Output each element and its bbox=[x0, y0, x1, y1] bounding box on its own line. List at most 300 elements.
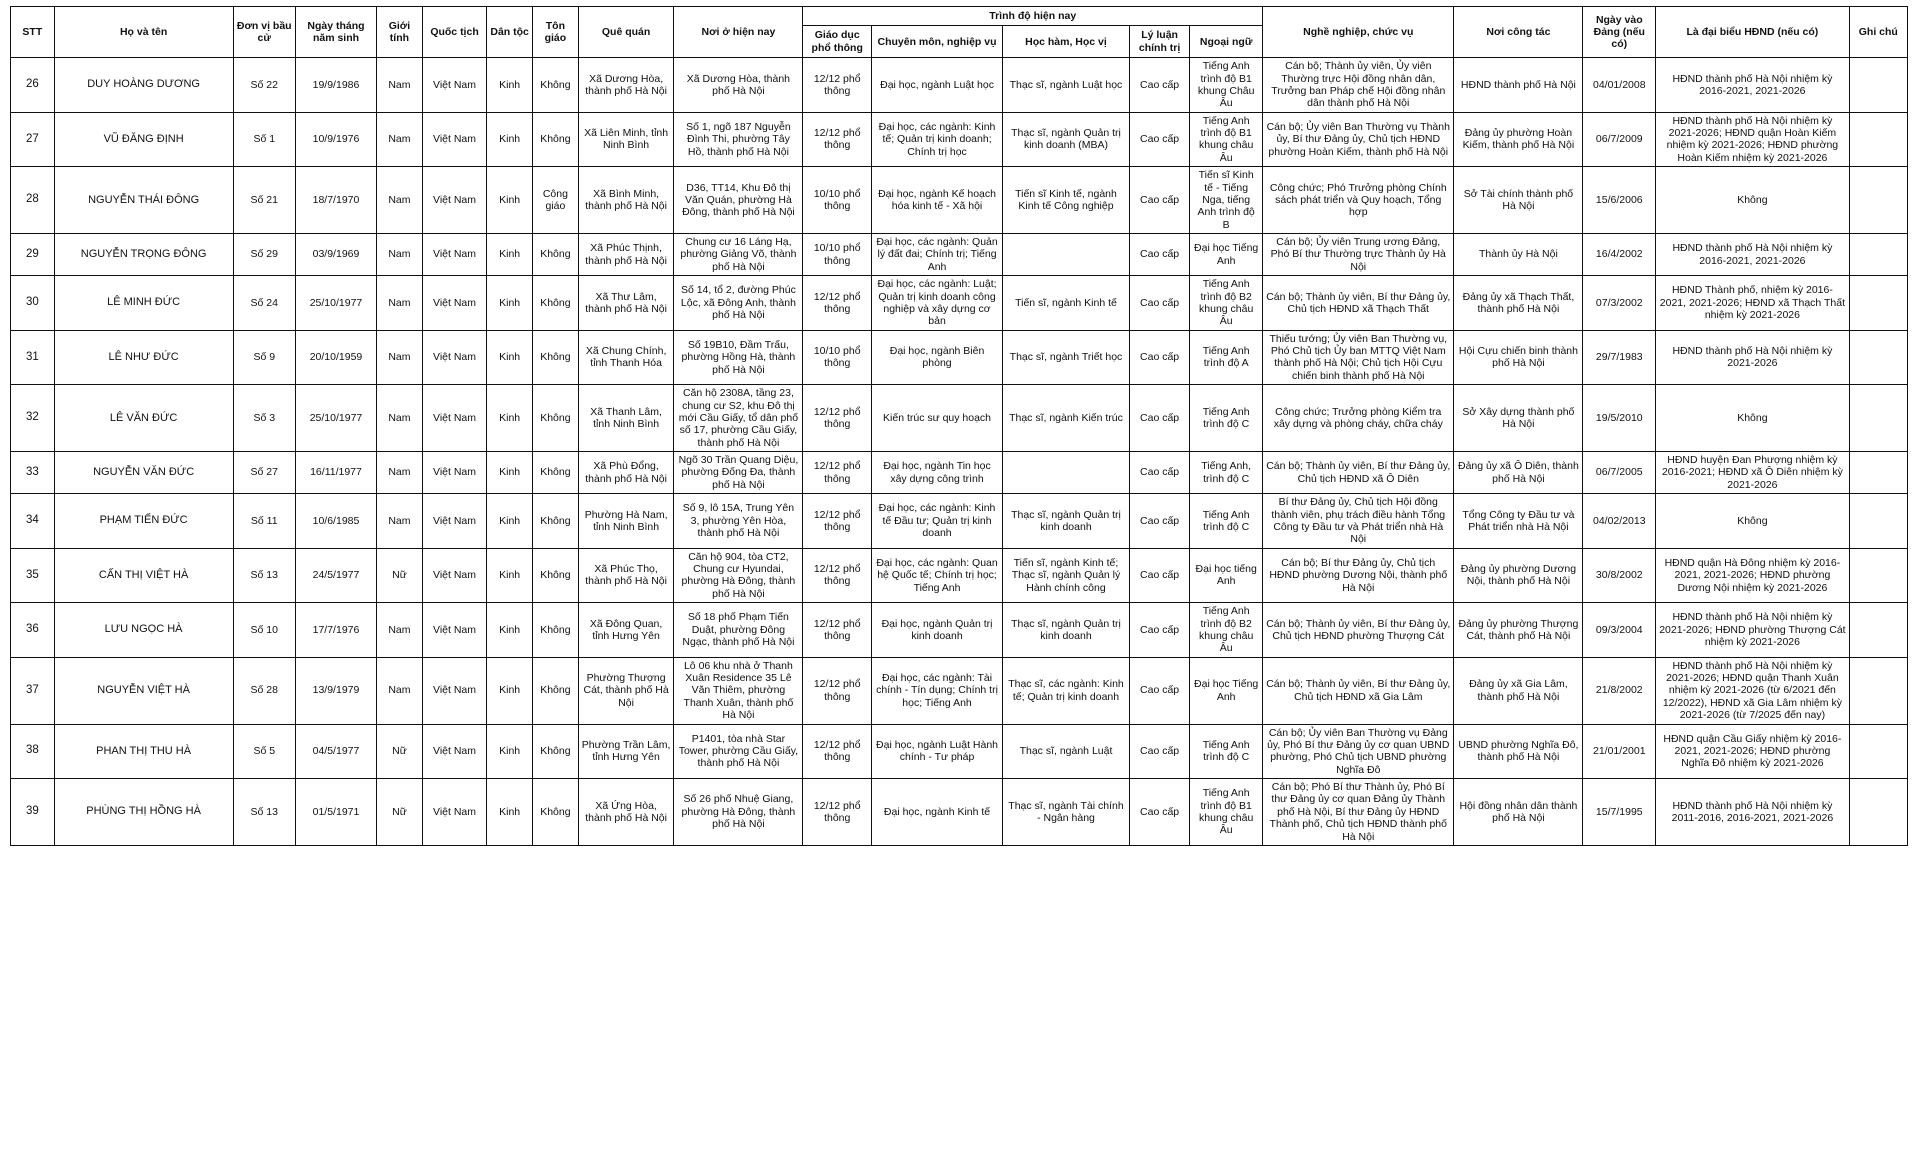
cell-ethnicity: Kinh bbox=[487, 548, 533, 603]
cell-nationality: Việt Nam bbox=[422, 385, 486, 452]
cell-address: Chung cư 16 Láng Hạ, phường Giảng Võ, thành phố Hà Nội bbox=[674, 234, 803, 276]
cell-hometown: Xã Thư Lâm, thành phố Hà Nội bbox=[578, 276, 674, 331]
cell-religion: Không bbox=[533, 234, 579, 276]
cell-profession: Kiến trúc sư quy hoạch bbox=[872, 385, 1003, 452]
cell-nationality: Việt Nam bbox=[422, 452, 486, 494]
cell-hometown: Xã Phúc Thọ, thành phố Hà Nội bbox=[578, 548, 674, 603]
cell-stt: 27 bbox=[11, 112, 55, 167]
cell-sex: Nam bbox=[377, 452, 423, 494]
cell-language: Tiếng Anh trình độ A bbox=[1190, 330, 1263, 385]
cell-sex: Nam bbox=[377, 603, 423, 658]
cell-dob: 03/9/1969 bbox=[295, 234, 376, 276]
cell-party-date: 21/8/2002 bbox=[1583, 657, 1656, 724]
cell-hometown: Xã Phúc Thịnh, thành phố Hà Nội bbox=[578, 234, 674, 276]
cell-education: 12/12 phổ thông bbox=[803, 276, 872, 331]
cell-note bbox=[1849, 276, 1907, 331]
cell-stt: 33 bbox=[11, 452, 55, 494]
cell-hometown: Phường Trần Lâm, tỉnh Hưng Yên bbox=[578, 724, 674, 779]
cell-deputy: HĐND quận Cầu Giấy nhiệm kỳ 2016-2021, 2021-2026; HĐND phường Nghĩa Đô nhiệm kỳ 2021-2026 bbox=[1656, 724, 1849, 779]
cell-name: DUY HOÀNG DƯƠNG bbox=[54, 58, 233, 113]
cell-ethnicity: Kinh bbox=[487, 58, 533, 113]
table-body bbox=[11, 58, 1908, 846]
cell-job: Cán bộ; Ủy viên Ban Thường vụ Đảng ủy, Phó Bí thư Đảng ủy cơ quan UBND phường, Phó Chủ tịch UBND phường Nghĩa Đô bbox=[1263, 724, 1454, 779]
cell-address: Số 26 phố Nhuệ Giang, phường Hà Đông, thành phố Hà Nội bbox=[674, 779, 803, 846]
cell-note bbox=[1849, 779, 1907, 846]
cell-job: Cán bộ; Thành ủy viên, Ủy viên Thường trực Hội đồng nhân dân, Trưởng ban Pháp chế Hội đồng nhân dân thành phố Hà Nội bbox=[1263, 58, 1454, 113]
cell-sex: Nam bbox=[377, 330, 423, 385]
cell-religion: Không bbox=[533, 603, 579, 658]
cell-language: Tiếng Anh trình độ C bbox=[1190, 385, 1263, 452]
cell-academic: Thạc sĩ, ngành Quản trị kinh doanh bbox=[1003, 603, 1130, 658]
cell-workplace: Tổng Công ty Đầu tư và Phát triển nhà Hà Nội bbox=[1454, 494, 1583, 549]
cell-language: Tiếng Anh trình độ B2 khung châu Âu bbox=[1190, 603, 1263, 658]
cell-name: CẤN THỊ VIỆT HÀ bbox=[54, 548, 233, 603]
cell-job: Bí thư Đảng ủy, Chủ tịch Hội đồng thành viên, phụ trách điều hành Tổng Công ty Đầu tư và Phát triển nhà Hà Nội bbox=[1263, 494, 1454, 549]
cell-workplace: Đảng ủy xã Ô Diên, thành phố Hà Nội bbox=[1454, 452, 1583, 494]
cell-sex: Nam bbox=[377, 385, 423, 452]
cell-job: Cán bộ; Thành ủy viên, Bí thư Đảng ủy, Chủ tịch HĐND xã Thạch Thất bbox=[1263, 276, 1454, 331]
cell-ethnicity: Kinh bbox=[487, 167, 533, 234]
cell-education: 10/10 phổ thông bbox=[803, 234, 872, 276]
cell-job: Cán bộ; Thành ủy viên, Bí thư Đảng ủy, Chủ tịch HĐND xã Gia Lâm bbox=[1263, 657, 1454, 724]
cell-name: LƯU NGỌC HÀ bbox=[54, 603, 233, 658]
column-header-deputy: Là đại biểu HĐND (nếu có) bbox=[1656, 7, 1849, 58]
column-header-profession: Chuyên môn, nghiệp vụ bbox=[872, 26, 1003, 58]
cell-dob: 25/10/1977 bbox=[295, 385, 376, 452]
cell-unit: Số 13 bbox=[233, 779, 295, 846]
cell-party-date: 29/7/1983 bbox=[1583, 330, 1656, 385]
cell-profession: Đại học, các ngành: Quan hệ Quốc tế; Chính trị học; Tiếng Anh bbox=[872, 548, 1003, 603]
cell-nationality: Việt Nam bbox=[422, 657, 486, 724]
cell-sex: Nam bbox=[377, 112, 423, 167]
cell-nationality: Việt Nam bbox=[422, 112, 486, 167]
cell-deputy: HĐND thành phố Hà Nội nhiệm kỳ 2021-2026; HĐND phường Thượng Cát nhiệm kỳ 2021-2026 bbox=[1656, 603, 1849, 658]
cell-name: PHẠM TIẾN ĐỨC bbox=[54, 494, 233, 549]
cell-education: 12/12 phổ thông bbox=[803, 58, 872, 113]
cell-dob: 10/9/1976 bbox=[295, 112, 376, 167]
cell-deputy: HĐND thành phố Hà Nội nhiệm kỳ 2016-2021, 2021-2026 bbox=[1656, 234, 1849, 276]
cell-address: Lô 06 khu nhà ở Thanh Xuân Residence 35 Lê Văn Thiêm, phường Thanh Xuân, thành phố Hà Nội bbox=[674, 657, 803, 724]
table-row bbox=[11, 494, 1908, 549]
column-header-nationality: Quốc tịch bbox=[422, 7, 486, 58]
cell-unit: Số 10 bbox=[233, 603, 295, 658]
cell-academic bbox=[1003, 452, 1130, 494]
cell-name: NGUYỄN VĂN ĐỨC bbox=[54, 452, 233, 494]
cell-deputy: Không bbox=[1656, 385, 1849, 452]
column-header-workplace: Nơi công tác bbox=[1454, 7, 1583, 58]
cell-religion: Không bbox=[533, 276, 579, 331]
column-header-stt: STT bbox=[11, 7, 55, 58]
cell-academic: Tiến sĩ Kinh tế, ngành Kinh tế Công nghiệp bbox=[1003, 167, 1130, 234]
cell-academic: Tiến sĩ, ngành Kinh tế bbox=[1003, 276, 1130, 331]
cell-religion: Không bbox=[533, 779, 579, 846]
cell-unit: Số 24 bbox=[233, 276, 295, 331]
cell-academic bbox=[1003, 234, 1130, 276]
cell-hometown: Xã Đông Quan, tỉnh Hưng Yên bbox=[578, 603, 674, 658]
table-row bbox=[11, 167, 1908, 234]
cell-hometown: Xã Liên Minh, tỉnh Ninh Bình bbox=[578, 112, 674, 167]
cell-note bbox=[1849, 234, 1907, 276]
column-header-ethnicity: Dân tộc bbox=[487, 7, 533, 58]
cell-party-date: 16/4/2002 bbox=[1583, 234, 1656, 276]
cell-ethnicity: Kinh bbox=[487, 657, 533, 724]
cell-politics: Cao cấp bbox=[1129, 276, 1189, 331]
cell-language: Tiếng Anh trình độ C bbox=[1190, 494, 1263, 549]
table-row bbox=[11, 276, 1908, 331]
cell-education: 12/12 phổ thông bbox=[803, 494, 872, 549]
cell-nationality: Việt Nam bbox=[422, 330, 486, 385]
cell-party-date: 06/7/2005 bbox=[1583, 452, 1656, 494]
cell-politics: Cao cấp bbox=[1129, 112, 1189, 167]
cell-stt: 34 bbox=[11, 494, 55, 549]
cell-ethnicity: Kinh bbox=[487, 276, 533, 331]
cell-workplace: Đảng ủy xã Thạch Thất, thành phố Hà Nội bbox=[1454, 276, 1583, 331]
cell-academic: Thạc sĩ, ngành Luật học bbox=[1003, 58, 1130, 113]
cell-religion: Không bbox=[533, 58, 579, 113]
cell-nationality: Việt Nam bbox=[422, 724, 486, 779]
cell-deputy: Không bbox=[1656, 167, 1849, 234]
cell-name: PHAN THỊ THU HÀ bbox=[54, 724, 233, 779]
cell-academic: Thạc sĩ, ngành Triết học bbox=[1003, 330, 1130, 385]
cell-academic: Thạc sĩ, ngành Luật bbox=[1003, 724, 1130, 779]
cell-name: PHÙNG THỊ HỒNG HÀ bbox=[54, 779, 233, 846]
cell-stt: 38 bbox=[11, 724, 55, 779]
cell-dob: 18/7/1970 bbox=[295, 167, 376, 234]
table-row bbox=[11, 779, 1908, 846]
cell-party-date: 21/01/2001 bbox=[1583, 724, 1656, 779]
cell-workplace: Đảng ủy phường Hoàn Kiếm, thành phố Hà Nội bbox=[1454, 112, 1583, 167]
cell-job: Cán bộ; Bí thư Đảng ủy, Chủ tịch HĐND phường Dương Nội, thành phố Hà Nội bbox=[1263, 548, 1454, 603]
cell-note bbox=[1849, 112, 1907, 167]
cell-religion: Không bbox=[533, 112, 579, 167]
cell-stt: 28 bbox=[11, 167, 55, 234]
cell-party-date: 07/3/2002 bbox=[1583, 276, 1656, 331]
cell-politics: Cao cấp bbox=[1129, 494, 1189, 549]
cell-language: Tiếng Anh trình độ B1 khung Châu Âu bbox=[1190, 58, 1263, 113]
cell-religion: Không bbox=[533, 452, 579, 494]
cell-stt: 35 bbox=[11, 548, 55, 603]
cell-unit: Số 11 bbox=[233, 494, 295, 549]
cell-note bbox=[1849, 548, 1907, 603]
cell-education: 12/12 phổ thông bbox=[803, 603, 872, 658]
cell-dob: 04/5/1977 bbox=[295, 724, 376, 779]
cell-religion: Không bbox=[533, 494, 579, 549]
cell-academic: Thạc sĩ, ngành Tài chính - Ngân hàng bbox=[1003, 779, 1130, 846]
cell-note bbox=[1849, 58, 1907, 113]
cell-workplace: Sở Xây dựng thành phố Hà Nội bbox=[1454, 385, 1583, 452]
cell-unit: Số 13 bbox=[233, 548, 295, 603]
cell-dob: 25/10/1977 bbox=[295, 276, 376, 331]
cell-dob: 24/5/1977 bbox=[295, 548, 376, 603]
column-header-note: Ghi chú bbox=[1849, 7, 1907, 58]
column-header-name: Họ và tên bbox=[54, 7, 233, 58]
cell-nationality: Việt Nam bbox=[422, 548, 486, 603]
cell-sex: Nam bbox=[377, 276, 423, 331]
cell-religion: Công giáo bbox=[533, 167, 579, 234]
cell-hometown: Xã Chung Chính, tỉnh Thanh Hóa bbox=[578, 330, 674, 385]
table-header bbox=[11, 7, 1908, 58]
column-header-politics: Lý luận chính trị bbox=[1129, 26, 1189, 58]
cell-dob: 01/5/1971 bbox=[295, 779, 376, 846]
cell-party-date: 15/6/2006 bbox=[1583, 167, 1656, 234]
cell-ethnicity: Kinh bbox=[487, 385, 533, 452]
cell-address: Căn hộ 904, tòa CT2, Chung cư Hyundai, phường Hà Đông, thành phố Hà Nội bbox=[674, 548, 803, 603]
cell-deputy: HĐND thành phố Hà Nội nhiệm kỳ 2016-2021, 2021-2026 bbox=[1656, 58, 1849, 113]
cell-language: Đại học Tiếng Anh bbox=[1190, 657, 1263, 724]
cell-academic: Thạc sĩ, ngành Kiến trúc bbox=[1003, 385, 1130, 452]
cell-workplace: Hội đồng nhân dân thành phố Hà Nội bbox=[1454, 779, 1583, 846]
cell-deputy: HĐND thành phố Hà Nội nhiệm kỳ 2011-2016, 2016-2021, 2021-2026 bbox=[1656, 779, 1849, 846]
cell-ethnicity: Kinh bbox=[487, 724, 533, 779]
cell-address: P1401, tòa nhà Star Tower, phường Cầu Giấy, thành phố Hà Nội bbox=[674, 724, 803, 779]
cell-stt: 29 bbox=[11, 234, 55, 276]
cell-politics: Cao cấp bbox=[1129, 234, 1189, 276]
cell-note bbox=[1849, 494, 1907, 549]
cell-note bbox=[1849, 603, 1907, 658]
cell-politics: Cao cấp bbox=[1129, 779, 1189, 846]
cell-party-date: 04/02/2013 bbox=[1583, 494, 1656, 549]
cell-address: Số 14, tổ 2, đường Phúc Lộc, xã Đông Anh, thành phố Hà Nội bbox=[674, 276, 803, 331]
cell-deputy: HĐND thành phố Hà Nội nhiệm kỳ 2021-2026; HĐND quận Thanh Xuân nhiệm kỳ 2021-2026 (từ 6/2021 đến 12/2022), HĐND xã Gia Lâm nhiệm kỳ 2021-2026 (từ 7/2025 đến nay) bbox=[1656, 657, 1849, 724]
cell-workplace: Đảng ủy phường Dương Nội, thành phố Hà Nội bbox=[1454, 548, 1583, 603]
cell-note bbox=[1849, 330, 1907, 385]
cell-ethnicity: Kinh bbox=[487, 494, 533, 549]
column-header-academic: Học hàm, Học vị bbox=[1003, 26, 1130, 58]
cell-deputy: Không bbox=[1656, 494, 1849, 549]
cell-hometown: Xã Ứng Hòa, thành phố Hà Nội bbox=[578, 779, 674, 846]
cell-education: 12/12 phổ thông bbox=[803, 548, 872, 603]
column-header-education: Giáo dục phổ thông bbox=[803, 26, 872, 58]
table-row bbox=[11, 58, 1908, 113]
column-header-language: Ngoại ngữ bbox=[1190, 26, 1263, 58]
column-header-unit: Đơn vị bầu cử bbox=[233, 7, 295, 58]
cell-ethnicity: Kinh bbox=[487, 603, 533, 658]
cell-religion: Không bbox=[533, 385, 579, 452]
cell-name: LÊ NHƯ ĐỨC bbox=[54, 330, 233, 385]
cell-stt: 37 bbox=[11, 657, 55, 724]
cell-language: Đại học tiếng Anh bbox=[1190, 548, 1263, 603]
cell-sex: Nam bbox=[377, 657, 423, 724]
cell-hometown: Xã Thanh Lâm, tỉnh Ninh Bình bbox=[578, 385, 674, 452]
table-row bbox=[11, 112, 1908, 167]
cell-address: Số 1, ngõ 187 Nguyễn Đình Thi, phường Tây Hồ, thành phố Hà Nội bbox=[674, 112, 803, 167]
cell-ethnicity: Kinh bbox=[487, 330, 533, 385]
cell-stt: 36 bbox=[11, 603, 55, 658]
column-header-hometown: Quê quán bbox=[578, 7, 674, 58]
cell-job: Cán bộ; Ủy viên Trung ương Đảng, Phó Bí thư Thường trực Thành ủy Hà Nội bbox=[1263, 234, 1454, 276]
cell-sex: Nữ bbox=[377, 724, 423, 779]
cell-education: 12/12 phổ thông bbox=[803, 779, 872, 846]
cell-job: Công chức; Phó Trưởng phòng Chính sách phát triển và Quy hoạch, Tổng hợp bbox=[1263, 167, 1454, 234]
cell-unit: Số 28 bbox=[233, 657, 295, 724]
cell-note bbox=[1849, 724, 1907, 779]
cell-hometown: Phường Hà Nam, tỉnh Ninh Bình bbox=[578, 494, 674, 549]
cell-education: 12/12 phổ thông bbox=[803, 724, 872, 779]
cell-workplace: Sở Tài chính thành phố Hà Nội bbox=[1454, 167, 1583, 234]
cell-address: Xã Dương Hòa, thành phố Hà Nội bbox=[674, 58, 803, 113]
cell-profession: Đại học, ngành Kinh tế bbox=[872, 779, 1003, 846]
cell-politics: Cao cấp bbox=[1129, 548, 1189, 603]
cell-address: Số 19B10, Đầm Trấu, phường Hồng Hà, thành phố Hà Nội bbox=[674, 330, 803, 385]
cell-name: VŨ ĐĂNG ĐỊNH bbox=[54, 112, 233, 167]
cell-nationality: Việt Nam bbox=[422, 276, 486, 331]
cell-unit: Số 5 bbox=[233, 724, 295, 779]
cell-unit: Số 3 bbox=[233, 385, 295, 452]
cell-deputy: HĐND quận Hà Đông nhiệm kỳ 2016-2021, 2021-2026; HĐND phường Dương Nội nhiệm kỳ 2021-2026 bbox=[1656, 548, 1849, 603]
cell-name: LÊ VĂN ĐỨC bbox=[54, 385, 233, 452]
cell-note bbox=[1849, 385, 1907, 452]
cell-profession: Đại học, ngành Biên phòng bbox=[872, 330, 1003, 385]
cell-unit: Số 29 bbox=[233, 234, 295, 276]
cell-hometown: Xã Bình Minh, thành phố Hà Nội bbox=[578, 167, 674, 234]
cell-profession: Đại học, các ngành: Luật; Quản trị kinh doanh công nghiệp và xây dựng cơ bản bbox=[872, 276, 1003, 331]
cell-address: Ngõ 30 Trần Quang Diệu, phường Đống Đa, thành phố Hà Nội bbox=[674, 452, 803, 494]
cell-note bbox=[1849, 167, 1907, 234]
header-row-top bbox=[11, 7, 1908, 26]
table-row bbox=[11, 724, 1908, 779]
cell-sex: Nữ bbox=[377, 548, 423, 603]
table-row bbox=[11, 657, 1908, 724]
cell-ethnicity: Kinh bbox=[487, 234, 533, 276]
cell-job: Thiếu tướng; Ủy viên Ban Thường vụ, Phó Chủ tịch Ủy ban MTTQ Việt Nam thành phố Hà Nội; Chủ tịch Hội Cựu chiến binh thành phố Hà Nội bbox=[1263, 330, 1454, 385]
cell-profession: Đại học, ngành Tin học xây dựng công trình bbox=[872, 452, 1003, 494]
table-row bbox=[11, 330, 1908, 385]
cell-job: Công chức; Trưởng phòng Kiểm tra xây dựng và phòng cháy, chữa cháy bbox=[1263, 385, 1454, 452]
cell-party-date: 06/7/2009 bbox=[1583, 112, 1656, 167]
cell-nationality: Việt Nam bbox=[422, 779, 486, 846]
cell-politics: Cao cấp bbox=[1129, 330, 1189, 385]
cell-sex: Nam bbox=[377, 234, 423, 276]
cell-education: 10/10 phổ thông bbox=[803, 167, 872, 234]
cell-dob: 20/10/1959 bbox=[295, 330, 376, 385]
cell-education: 12/12 phổ thông bbox=[803, 112, 872, 167]
column-group-header-education-level: Trình độ hiện nay bbox=[803, 7, 1263, 26]
cell-stt: 26 bbox=[11, 58, 55, 113]
cell-profession: Đại học, ngành Quản trị kinh doanh bbox=[872, 603, 1003, 658]
cell-sex: Nữ bbox=[377, 779, 423, 846]
cell-note bbox=[1849, 452, 1907, 494]
cell-workplace: Hội Cựu chiến binh thành phố Hà Nội bbox=[1454, 330, 1583, 385]
column-header-job: Nghề nghiệp, chức vụ bbox=[1263, 7, 1454, 58]
cell-profession: Đại học, ngành Kế hoạch hóa kinh tế - Xã hội bbox=[872, 167, 1003, 234]
cell-unit: Số 1 bbox=[233, 112, 295, 167]
cell-language: Tiếng Anh, trình độ C bbox=[1190, 452, 1263, 494]
cell-nationality: Việt Nam bbox=[422, 234, 486, 276]
cell-address: Căn hộ 2308A, tầng 23, chung cư S2, khu Đô thị mới Cầu Giấy, tổ dân phố số 17, phường Cầu Giấy, thành phố Hà Nội bbox=[674, 385, 803, 452]
cell-religion: Không bbox=[533, 724, 579, 779]
table-row bbox=[11, 452, 1908, 494]
cell-stt: 31 bbox=[11, 330, 55, 385]
cell-language: Tiến sĩ Kinh tế - Tiếng Nga, tiếng Anh trình độ B bbox=[1190, 167, 1263, 234]
cell-dob: 17/7/1976 bbox=[295, 603, 376, 658]
cell-ethnicity: Kinh bbox=[487, 112, 533, 167]
cell-profession: Đại học, các ngành: Kinh tế Đầu tư; Quản trị kinh doanh bbox=[872, 494, 1003, 549]
cell-academic: Tiến sĩ, ngành Kinh tế; Thạc sĩ, ngành Quản lý Hành chính công bbox=[1003, 548, 1130, 603]
cell-name: NGUYỄN VIỆT HÀ bbox=[54, 657, 233, 724]
column-header-party-date: Ngày vào Đảng (nếu có) bbox=[1583, 7, 1656, 58]
cell-sex: Nam bbox=[377, 58, 423, 113]
cell-education: 12/12 phổ thông bbox=[803, 657, 872, 724]
cell-party-date: 15/7/1995 bbox=[1583, 779, 1656, 846]
cell-job: Cán bộ; Phó Bí thư Thành ủy, Phó Bí thư Đảng ủy cơ quan Đảng ủy Thành phố Hà Nội, Bí thư Đảng ủy HĐND Thành phố, Chủ tịch HĐND thành phố Hà Nội bbox=[1263, 779, 1454, 846]
cell-profession: Đại học, các ngành: Kinh tế; Quản trị kinh doanh; Chính trị học bbox=[872, 112, 1003, 167]
cell-politics: Cao cấp bbox=[1129, 603, 1189, 658]
cell-politics: Cao cấp bbox=[1129, 58, 1189, 113]
cell-party-date: 19/5/2010 bbox=[1583, 385, 1656, 452]
cell-name: NGUYỄN THÁI ĐÔNG bbox=[54, 167, 233, 234]
cell-dob: 13/9/1979 bbox=[295, 657, 376, 724]
cell-deputy: HĐND Thành phố, nhiệm kỳ 2016-2021, 2021-2026; HĐND xã Thạch Thất nhiệm kỳ 2021-2026 bbox=[1656, 276, 1849, 331]
cell-ethnicity: Kinh bbox=[487, 779, 533, 846]
column-header-religion: Tôn giáo bbox=[533, 7, 579, 58]
cell-name: LÊ MINH ĐỨC bbox=[54, 276, 233, 331]
cell-party-date: 04/01/2008 bbox=[1583, 58, 1656, 113]
cell-address: D36, TT14, Khu Đô thị Văn Quán, phường Hà Đông, thành phố Hà Nội bbox=[674, 167, 803, 234]
cell-nationality: Việt Nam bbox=[422, 603, 486, 658]
cell-stt: 39 bbox=[11, 779, 55, 846]
cell-education: 12/12 phổ thông bbox=[803, 452, 872, 494]
cell-hometown: Phường Thượng Cát, thành phố Hà Nội bbox=[578, 657, 674, 724]
cell-unit: Số 27 bbox=[233, 452, 295, 494]
cell-address: Số 9, lô 15A, Trung Yên 3, phường Yên Hòa, thành phố Hà Nội bbox=[674, 494, 803, 549]
cell-religion: Không bbox=[533, 330, 579, 385]
table-row bbox=[11, 548, 1908, 603]
cell-ethnicity: Kinh bbox=[487, 452, 533, 494]
cell-job: Cán bộ; Thành ủy viên, Bí thư Đảng ủy, Chủ tịch HĐND xã Ô Diên bbox=[1263, 452, 1454, 494]
cell-profession: Đại học, các ngành: Tài chính - Tín dụng; Chính trị học; Tiếng Anh bbox=[872, 657, 1003, 724]
cell-politics: Cao cấp bbox=[1129, 452, 1189, 494]
cell-deputy: HĐND thành phố Hà Nội nhiệm kỳ 2021-2026 bbox=[1656, 330, 1849, 385]
cell-stt: 30 bbox=[11, 276, 55, 331]
cell-language: Tiếng Anh trình độ B2 khung châu Âu bbox=[1190, 276, 1263, 331]
cell-dob: 19/9/1986 bbox=[295, 58, 376, 113]
cell-religion: Không bbox=[533, 548, 579, 603]
cell-note bbox=[1849, 657, 1907, 724]
cell-unit: Số 21 bbox=[233, 167, 295, 234]
candidate-roster-table bbox=[10, 6, 1908, 846]
column-header-sex: Giới tính bbox=[377, 7, 423, 58]
cell-profession: Đại học, ngành Luật Hành chính - Tư pháp bbox=[872, 724, 1003, 779]
cell-academic: Thạc sĩ, các ngành: Kinh tế; Quản trị kinh doanh bbox=[1003, 657, 1130, 724]
cell-nationality: Việt Nam bbox=[422, 494, 486, 549]
cell-education: 12/12 phổ thông bbox=[803, 385, 872, 452]
cell-workplace: HĐND thành phố Hà Nội bbox=[1454, 58, 1583, 113]
cell-workplace: UBND phường Nghĩa Đô, thành phố Hà Nội bbox=[1454, 724, 1583, 779]
cell-language: Đại học Tiếng Anh bbox=[1190, 234, 1263, 276]
column-header-address: Nơi ở hiện nay bbox=[674, 7, 803, 58]
cell-unit: Số 9 bbox=[233, 330, 295, 385]
column-header-dob: Ngày tháng năm sinh bbox=[295, 7, 376, 58]
cell-deputy: HĐND huyện Đan Phượng nhiệm kỳ 2016-2021; HĐND xã Ô Diên nhiệm kỳ 2021-2026 bbox=[1656, 452, 1849, 494]
cell-religion: Không bbox=[533, 657, 579, 724]
cell-language: Tiếng Anh trình độ B1 khung châu Âu bbox=[1190, 112, 1263, 167]
cell-unit: Số 22 bbox=[233, 58, 295, 113]
cell-academic: Thạc sĩ, ngành Quản trị kinh doanh bbox=[1003, 494, 1130, 549]
cell-profession: Đại học, các ngành: Quản lý đất đai; Chính trị; Tiếng Anh bbox=[872, 234, 1003, 276]
cell-workplace: Đảng ủy xã Gia Lâm, thành phố Hà Nội bbox=[1454, 657, 1583, 724]
cell-politics: Cao cấp bbox=[1129, 385, 1189, 452]
cell-name: NGUYỄN TRỌNG ĐÔNG bbox=[54, 234, 233, 276]
cell-nationality: Việt Nam bbox=[422, 167, 486, 234]
cell-nationality: Việt Nam bbox=[422, 58, 486, 113]
cell-workplace: Thành ủy Hà Nội bbox=[1454, 234, 1583, 276]
cell-hometown: Xã Phù Đổng, thành phố Hà Nội bbox=[578, 452, 674, 494]
cell-deputy: HĐND thành phố Hà Nội nhiệm kỳ 2021-2026; HĐND quận Hoàn Kiếm nhiệm kỳ 2021-2026; HĐND phường Hoàn Kiếm nhiệm kỳ 2021-2026 bbox=[1656, 112, 1849, 167]
cell-profession: Đại học, ngành Luật học bbox=[872, 58, 1003, 113]
cell-hometown: Xã Dương Hòa, thành phố Hà Nội bbox=[578, 58, 674, 113]
cell-party-date: 30/8/2002 bbox=[1583, 548, 1656, 603]
cell-academic: Thạc sĩ, ngành Quản trị kinh doanh (MBA) bbox=[1003, 112, 1130, 167]
